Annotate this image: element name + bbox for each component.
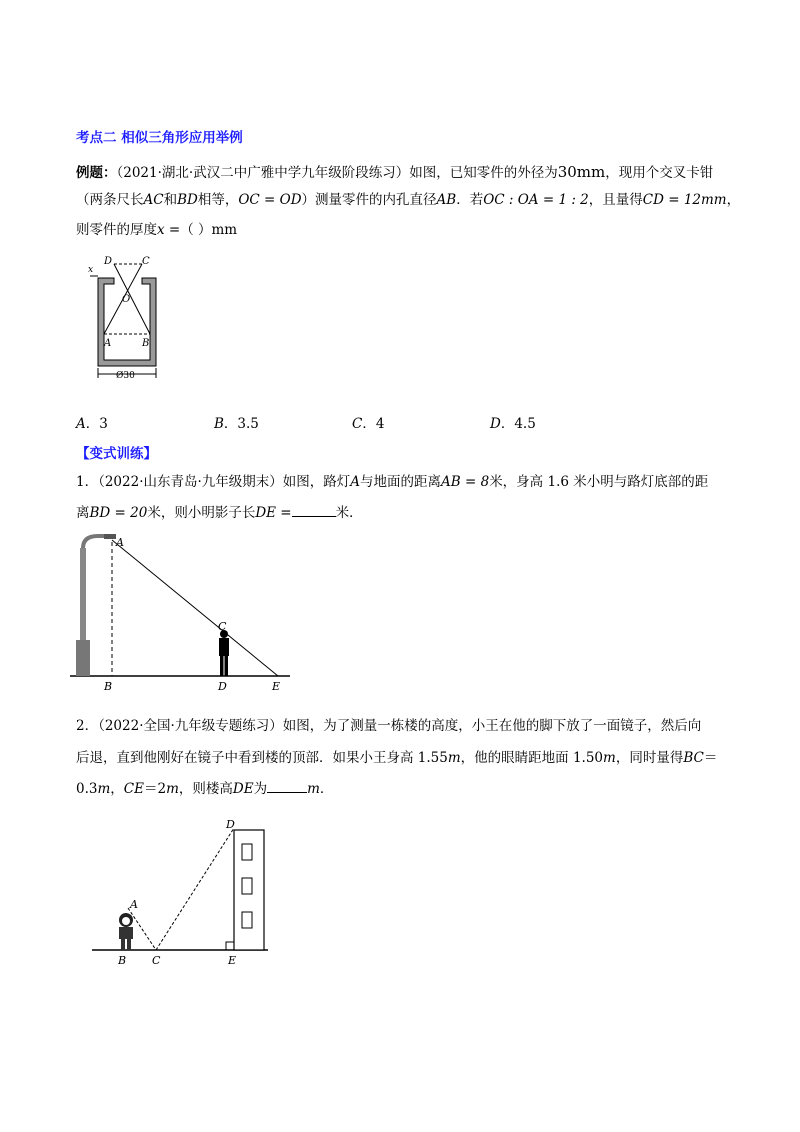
ray-ae (112, 540, 278, 676)
q2-line-2: 后退，直到他刚好在镜子中看到楼的顶部．如果小王身高 1.55m，他的眼睛距地面 1.50m，同时量得BC＝ (76, 750, 718, 766)
practice-title: 【变式训练】 (76, 446, 157, 462)
q1-answer-blank[interactable] (292, 502, 336, 517)
q1-line-2: 离BD = 20米，则小明影子长DE = 米． (76, 502, 363, 523)
label-c: C (142, 256, 150, 267)
section-title: 考点二 相似三角形应用举例 (76, 130, 243, 146)
math-de: DE = (255, 505, 292, 521)
example-text: （2021·湖北·武汉二中广雅中学九年级阶段练习）如图，已知零件的外径为 (116, 165, 558, 181)
option-d[interactable]: D．4.5 (490, 416, 536, 432)
math-a: A (350, 474, 361, 490)
math-oc-od: OC = OD (238, 192, 302, 208)
example-text: ， (726, 192, 741, 208)
label-a: A (130, 898, 138, 911)
label-b: B (142, 338, 150, 349)
lamp-base (76, 640, 90, 676)
label-d: D (218, 680, 227, 693)
label-x: x (88, 265, 94, 275)
right-angle-mark (226, 942, 234, 950)
example-text: ，且量得 (588, 192, 643, 208)
example-label: 例题： (76, 165, 117, 181)
example-text: ）测量零件的内孔直径 (301, 192, 437, 208)
label-c: C (218, 620, 227, 633)
caliper-figure (84, 250, 174, 380)
label-a: A (116, 536, 124, 549)
example-text: （ ）mm (180, 222, 238, 238)
example-text: 和 (163, 192, 178, 208)
math-ab: AB (436, 192, 457, 208)
label-o: O (122, 294, 131, 305)
person-figure (119, 913, 133, 950)
example-line-3 (76, 220, 237, 240)
label-b: B (104, 680, 113, 693)
example-text: 则零件的厚度 (76, 222, 157, 238)
math-x: x = (157, 222, 181, 238)
example-outer-diameter: 30mm (557, 163, 606, 181)
option-b[interactable]: B．3.5 (214, 416, 259, 432)
example-text: ，现用个交叉卡钳 (605, 165, 714, 181)
example-text: （两条尺长 (76, 192, 144, 208)
label-diameter: Ø30 (116, 371, 135, 380)
person-silhouette (219, 630, 229, 676)
q1-line-1: 1．（2022·山东青岛·九年级期末）如图，路灯A与地面的距离AB = 8米，身高 1.6 米小明与路灯底部的距 (76, 474, 709, 490)
ray-cd (156, 828, 234, 950)
label-c: C (152, 954, 161, 967)
math-bd-20: BD = 20 (89, 505, 148, 521)
example-line-1 (76, 162, 713, 183)
math-ratio: OC : OA = 1 : 2 (483, 192, 589, 208)
math-ab-8: AB = 8 (441, 474, 490, 490)
label-b: B (118, 954, 127, 967)
building-figure (88, 812, 278, 970)
label-d: D (104, 256, 113, 267)
label-e: E (228, 954, 237, 967)
label-a: A (104, 338, 112, 349)
math-ac: AC (143, 192, 164, 208)
example-text: 相等， (197, 192, 239, 208)
option-c[interactable]: C．4 (352, 416, 385, 432)
line-db (114, 264, 150, 334)
q2-line-1: 2．（2022·全国·九年级专题练习）如图，为了测量一栋楼的高度，小王在他的脚下放了一面镜子，然后向 (76, 718, 702, 734)
lamp-head (104, 534, 116, 539)
math-cd: CD = 12mm (642, 192, 727, 208)
streetlamp-figure (68, 528, 298, 696)
math-bd: BD (177, 192, 198, 208)
q2-line-3: 0.3m，CE＝2m，则楼高DE为 m． (76, 778, 333, 799)
label-e: E (272, 680, 281, 693)
option-a[interactable]: A．3 (76, 416, 108, 432)
example-text: ．若 (456, 192, 484, 208)
label-d: D (226, 818, 235, 831)
q2-answer-blank[interactable] (267, 778, 307, 793)
example-line-2 (76, 190, 740, 210)
